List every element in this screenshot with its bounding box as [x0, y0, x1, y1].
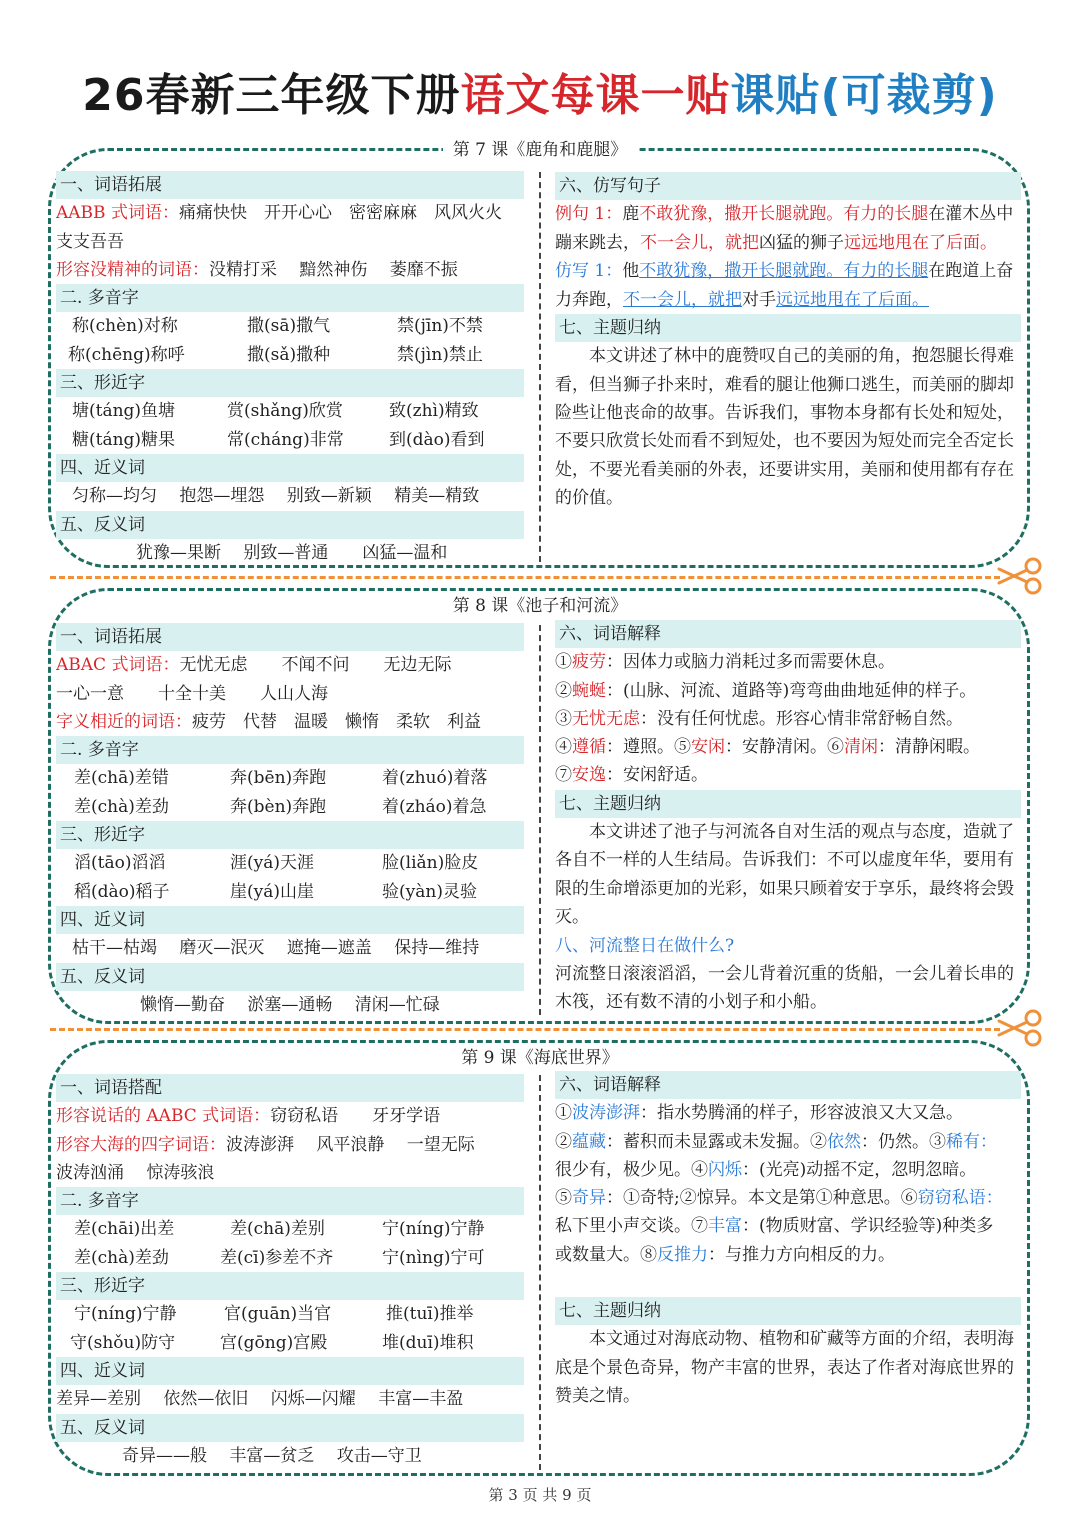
poly-item: 宁(nìng)宁可	[382, 1247, 485, 1268]
yi-words: 疲劳 代替 温暖 懒惰 柔软 利益	[192, 711, 481, 732]
section-header: 四、近义词	[56, 1357, 524, 1385]
similar-item: 糖(táng)糖果	[72, 429, 176, 450]
synonyms: 差异—差别 依然—依旧 闪烁—闪耀 丰富—丰盈	[56, 1389, 464, 1410]
poly-item: 撒(sǎ)撒种	[247, 344, 331, 365]
section-header: 三、形近字	[56, 369, 524, 397]
dahai-words-2: 波涛汹涌 惊涛骇浪	[56, 1162, 215, 1183]
similar-item: 塘(táng)鱼塘	[72, 401, 176, 422]
poly-item: 称(chèn)对称	[72, 316, 178, 337]
poly-item: 差(chā)差别	[230, 1219, 325, 1240]
section-header: 五、反义词	[56, 1414, 524, 1442]
aabb-words-2: 支支吾吾	[56, 231, 124, 252]
similar-item: 崖(yá)山崖	[230, 881, 315, 902]
lesson8-left	[56, 623, 524, 1019]
theme-summary: 本文讲述了池子与河流各自对生活的观点与态度，造就了各自不一样的人生结局。告诉我们：不可以虚度年华，要用有限的生命增添更加的光彩，如果只顾着安于享乐，最终将会毁灭。	[555, 822, 1014, 928]
poly-item: 宁(níng)宁静	[382, 1219, 485, 1240]
explanation-item: ①疲劳：因体力或脑力消耗过多而需要休息。	[555, 652, 895, 673]
lesson7-title: 第 7 课《鹿角和鹿腿》	[0, 138, 1080, 162]
explanation-line: ②蕴藏：蓄积而未显露或未发掘。②依然：仍然。③稀有：	[555, 1131, 997, 1152]
poly-item: 撒(sā)撒气	[247, 316, 331, 337]
explanation-line: 私下里小声交谈。⑦丰富：(物质财富、学识经验等)种类多	[555, 1216, 994, 1237]
section-header: 五、反义词	[56, 511, 524, 539]
section-header: 二. 多音字	[56, 736, 524, 764]
explanation-line: 很少有，极少见。④闪烁：(光亮)动摇不定，忽明忽暗。	[555, 1159, 977, 1180]
shuohua-words: 窃窃私语 牙牙学语	[270, 1106, 441, 1127]
lesson7-right	[555, 172, 1021, 513]
explanation-item: ⑦安逸：安闲舒适。	[555, 765, 708, 786]
imitation-sentence: 仿写 1：他不敢犹豫，撒开长腿就跑。有力的长腿在跑道上奋力奔跑，不一会儿，就把对手远远地甩在了后面。	[555, 261, 1014, 310]
scissors-icon	[995, 556, 1045, 596]
lesson8-divider	[539, 625, 541, 1015]
page-title	[0, 66, 1080, 126]
similar-item: 稻(dào)稻子	[74, 881, 170, 902]
title-part1: 26春新三年级下册	[82, 70, 461, 121]
similar-item: 涯(yá)天涯	[230, 853, 315, 874]
lesson9-left	[56, 1074, 524, 1470]
dahai-words: 波涛澎湃 风平浪静 一望无际	[226, 1134, 475, 1155]
section-header: 七、主题归纳	[555, 314, 1021, 342]
similar-item: 到(dào)看到	[389, 429, 485, 450]
section-header: 七、主题归纳	[555, 790, 1021, 818]
antonyms: 奇异——般 丰富—贫乏 攻击—守卫	[122, 1445, 422, 1466]
yi-label: 字义相近的词语：	[56, 711, 192, 732]
section-header: 一、词语拓展	[56, 623, 524, 651]
example-sentence: 例句 1：鹿不敢犹豫，撒开长腿就跑。有力的长腿在灌木丛中蹦来跳去，不一会儿，就把凶猛的狮子远远地甩在了后面。	[555, 204, 1014, 253]
similar-item: 常(cháng)非常	[227, 429, 344, 450]
poly-item: 差(chà)差劲	[74, 1247, 169, 1268]
similar-item: 验(yàn)灵验	[382, 881, 477, 902]
lesson8-right	[555, 620, 1021, 1017]
poly-item: 称(chēng)称呼	[68, 344, 185, 365]
poly-item: 奔(bēn)奔跑	[230, 768, 327, 789]
similar-item: 守(shǒu)防守	[70, 1332, 176, 1353]
section-header: 三、形近字	[56, 1272, 524, 1300]
similar-item: 赏(shǎng)欣赏	[227, 401, 343, 422]
poly-item: 奔(bèn)奔跑	[230, 796, 327, 817]
synonyms: 匀称—均匀 抱怨—埋怨 别致—新颖 精美—精致	[72, 486, 480, 507]
title-part2: 语文每课一贴	[460, 70, 731, 121]
aabb-words: 痛痛快快 开开心心 密密麻麻 风风火火	[178, 203, 502, 224]
poly-item: 禁(jìn)禁止	[397, 344, 483, 365]
antonyms: 懒惰—勤奋 淤塞—通畅 清闲—忙碌	[140, 994, 440, 1015]
jingshen-words: 没精打采 黯然神伤 萎靡不振	[209, 259, 458, 280]
title-part3: 课贴(可裁剪)	[730, 70, 998, 121]
similar-item: 宁(níng)宁静	[74, 1304, 177, 1325]
antonyms: 犹豫—果断 别致—普通 凶猛—温和	[136, 542, 448, 563]
poly-item: 差(chāi)出差	[74, 1219, 175, 1240]
section-header: 四、近义词	[56, 454, 524, 482]
section-header: 一、词语拓展	[56, 171, 524, 199]
lesson9-divider	[539, 1075, 541, 1470]
lesson7-divider	[539, 172, 541, 562]
explanation-line: ①波涛澎湃：指水势腾涌的样子，形容波浪又大又急。	[555, 1103, 963, 1124]
section-header: 五、反义词	[56, 963, 524, 991]
explanation-item: ②蜿蜒：(山脉、河流、道路等)弯弯曲曲地延伸的样子。	[555, 680, 977, 701]
section-header: 七、主题归纳	[555, 1297, 1021, 1325]
similar-item: 致(zhì)精致	[389, 401, 479, 422]
question-answer: 河流整日滚滚滔滔，一会儿背着沉重的货船，一会儿着长串的木筏，还有数不清的小划子和小船。	[555, 964, 1014, 1013]
explanation-line: ⑤奇异：①奇特;②惊异。本文是第①种意思。⑥窃窃私语：	[555, 1188, 1003, 1209]
similar-item: 堆(duī)堆积	[382, 1332, 474, 1353]
similar-item: 官(guān)当官	[224, 1304, 332, 1325]
lesson9-right	[555, 1071, 1021, 1411]
section-header: 六、词语解释	[555, 620, 1021, 648]
similar-item: 脸(liǎn)脸皮	[382, 853, 479, 874]
synonyms: 枯干—枯竭 磨灭—泯灭 遮掩—遮盖 保持—维持	[72, 938, 480, 959]
lesson9-title: 第 9 课《海底世界》	[0, 1046, 1080, 1070]
explanation-line: 或数量大。⑧反推力：与推力方向相反的力。	[555, 1244, 895, 1265]
poly-item: 着(zháo)着急	[382, 796, 487, 817]
theme-summary: 本文讲述了林中的鹿赞叹自己的美丽的角，抱怨腿长得难看，但当狮子扑来时，难看的腿让他狮口逃生，而美丽的脚却险些让他丧命的故事。告诉我们，事物本身都有长处和短处，不要只欣赏长处而看不到短处，也不要因为短处而完全否定长处，不要光看美丽的外表，还要讲实用，美丽和使用都有存在的价值。	[555, 346, 1014, 509]
explanation-item: ③无忧无虑：没有任何忧虑。形容心情非常舒畅自然。	[555, 708, 963, 729]
section-header: 四、近义词	[56, 906, 524, 934]
jingshen-label: 形容没精神的词语：	[56, 259, 209, 280]
poly-item: 差(cī)参差不齐	[220, 1247, 334, 1268]
theme-summary: 本文通过对海底动物、植物和矿藏等方面的介绍，表明海底是个景色奇异，物产丰富的世界，表达了作者对海底世界的赞美之情。	[555, 1329, 1014, 1407]
section-header: 一、词语搭配	[56, 1074, 524, 1102]
poly-item: 禁(jīn)不禁	[397, 316, 483, 337]
cut-line	[50, 1028, 1000, 1031]
question-header: 八、河流整日在做什么?	[555, 935, 735, 956]
similar-item: 推(tuī)推举	[386, 1304, 474, 1325]
lesson8-title: 第 8 课《池子和河流》	[0, 594, 1080, 618]
poly-item: 差(chà)差劲	[74, 796, 169, 817]
section-header: 二. 多音字	[56, 1187, 524, 1215]
lesson7-left	[56, 171, 524, 567]
cut-line	[50, 576, 1000, 579]
abac-words-2: 一心一意 十全十美 人山人海	[56, 683, 328, 704]
page-footer: 第 3 页 共 9 页	[488, 1486, 592, 1504]
explanation-item: ④遵循：遵照。⑤安闲：安静清闲。⑥清闲：清静闲暇。	[555, 737, 980, 758]
section-header: 二. 多音字	[56, 284, 524, 312]
scissors-icon	[995, 1008, 1045, 1048]
poly-item: 差(chā)差错	[74, 768, 169, 789]
poly-item: 着(zhuó)着落	[382, 768, 488, 789]
similar-item: 宫(gōng)宫殿	[220, 1332, 328, 1353]
section-header: 六、词语解释	[555, 1071, 1021, 1099]
similar-item: 滔(tāo)滔滔	[74, 853, 166, 874]
shuohua-label: 形容说话的 AABC 式词语：	[56, 1106, 271, 1127]
section-header: 六、仿写句子	[555, 172, 1021, 200]
dahai-label: 形容大海的四字词语：	[56, 1134, 226, 1155]
abac-label: ABAC 式词语：	[56, 655, 180, 676]
section-header: 三、形近字	[56, 821, 524, 849]
abac-words: 无忧无虑 不闻不问 无边无际	[179, 655, 452, 676]
aabb-label: AABB 式词语：	[56, 203, 179, 224]
